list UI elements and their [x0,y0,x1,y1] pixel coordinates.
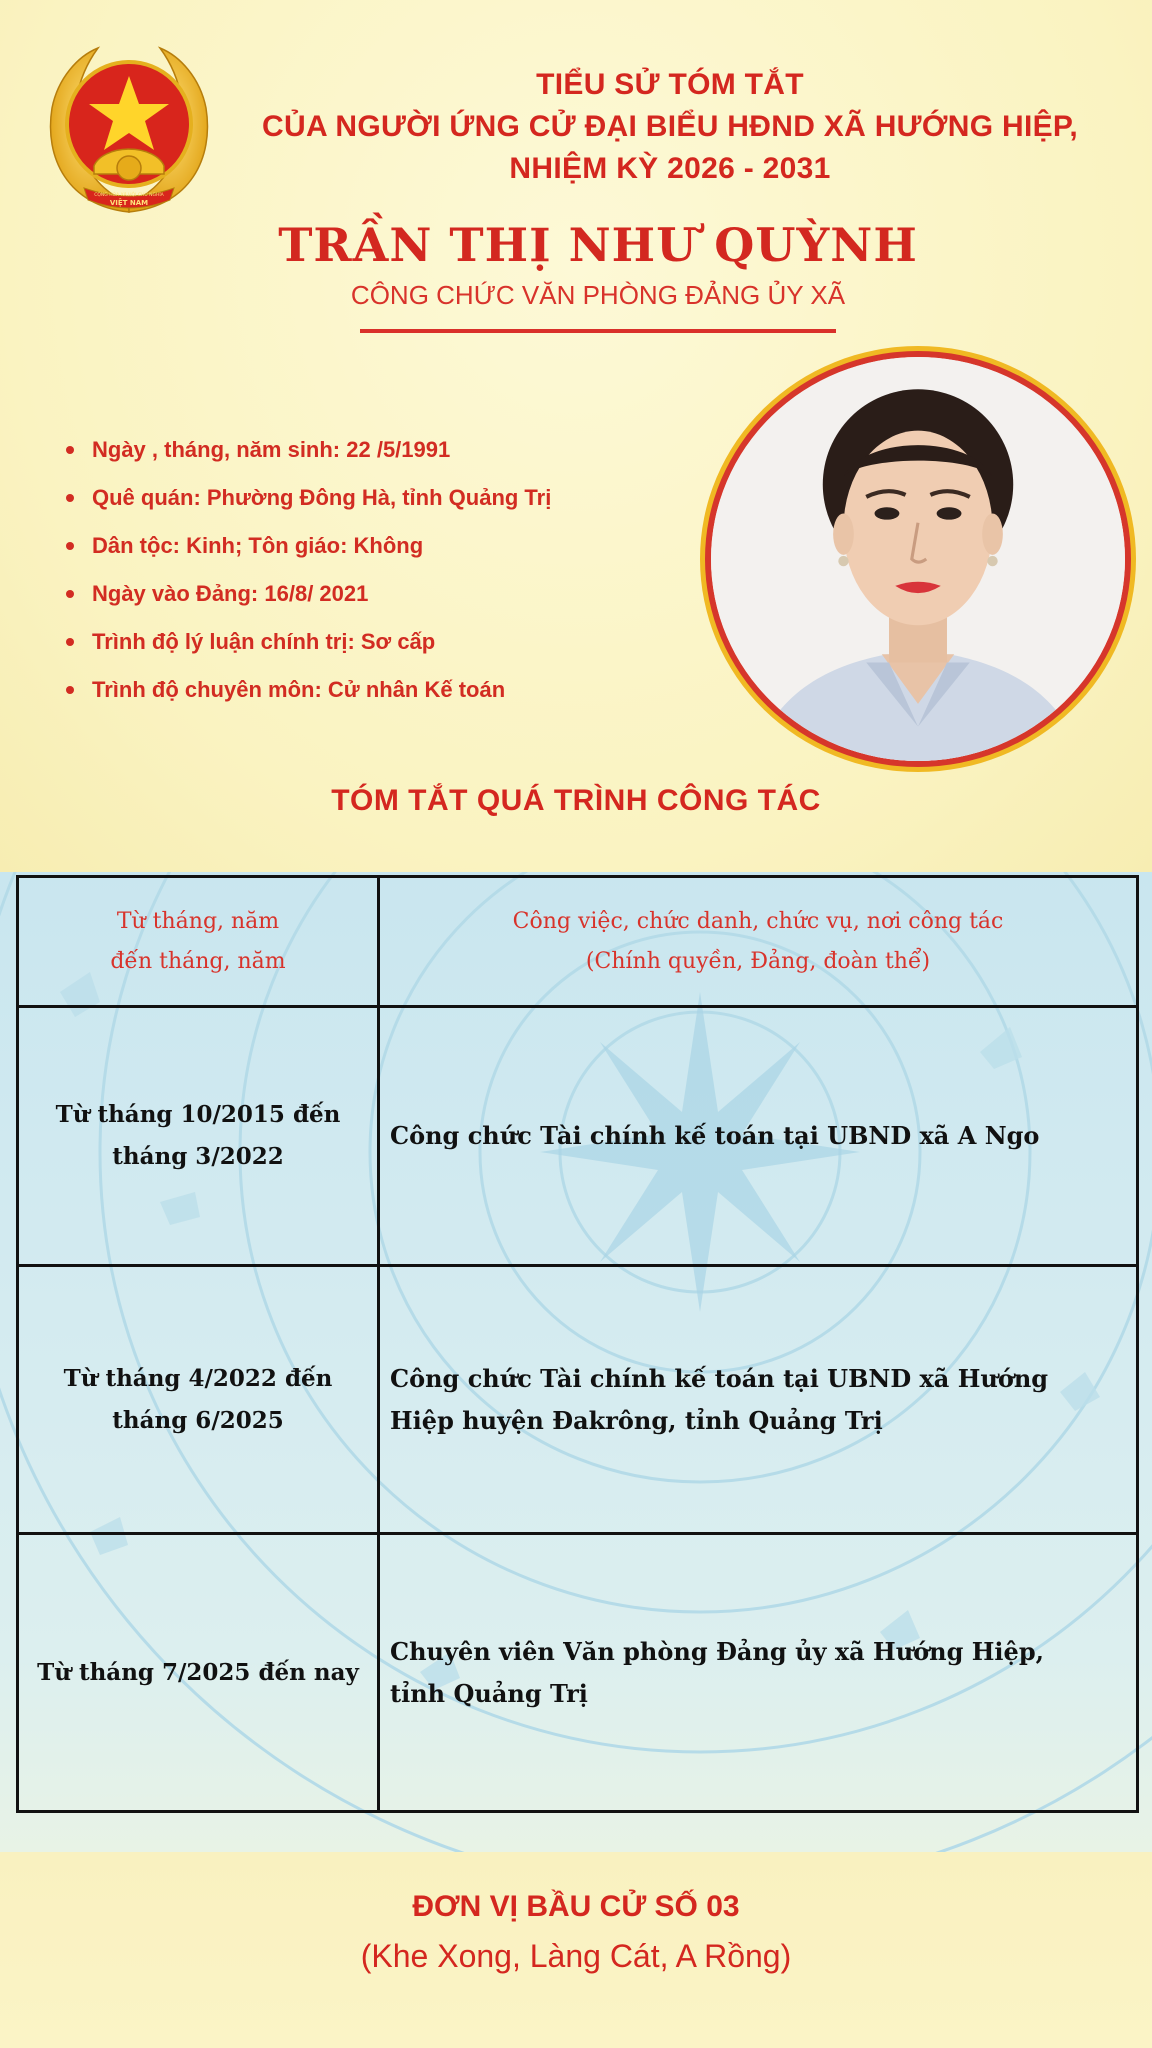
portrait-frame [700,346,1136,772]
header-title: TIỂU SỬ TÓM TẮT [536,68,804,101]
info-hometown: Quê quán: Phường Đông Hà, tỉnh Quảng Trị [60,478,680,526]
info-professional-level: Trình độ chuyên môn: Cử nhân Kế toán [60,670,680,718]
period-line1: Từ tháng 7/2025 đến nay [37,1658,359,1686]
header-subtitle: CỦA NGƯỜI ỨNG CỬ ĐẠI BIỂU HĐND XÃ HƯỚNG HIỆP, [262,110,1078,143]
period-cell [18,1007,379,1266]
header-job-line2: (Chính quyền, Đảng, đoàn thể) [585,948,931,974]
electoral-unit-areas: (Khe Xong, Làng Cát, A Rồng) [360,1938,792,1974]
info-party-join-date: Ngày vào Đảng: 16/8/ 2021 [60,574,680,622]
candidate-name: TRẦN THỊ NHƯ QUỲNH [278,218,918,272]
table-row [18,1007,1138,1266]
career-section-title: TÓM TẮT QUÁ TRÌNH CÔNG TÁC [331,784,821,817]
header-period [18,877,379,1007]
job-cell [379,1534,1138,1812]
national-emblem-icon [38,38,220,220]
job-line2: Hiệp huyện Đakrông, tỉnh Quảng Trị [390,1405,883,1435]
period-line2: tháng 6/2025 [112,1406,284,1434]
header-term: NHIỆM KỲ 2026 - 2031 [509,152,831,185]
table-row [18,1266,1138,1534]
period-line2: tháng 3/2022 [112,1143,284,1170]
candidate-portrait [711,357,1125,761]
personal-info-list [60,430,680,718]
job-line1: Công chức Tài chính kế toán tại UBND xã A Ngo [390,1121,1040,1150]
divider [360,329,836,333]
emblem-text-bottom: VIỆT NAM [109,199,149,207]
header-period-line2: đến tháng, năm [110,948,286,974]
header-job [379,877,1138,1007]
info-political-theory-level: Trình độ lý luận chính trị: Sơ cấp [60,622,680,670]
job-line1: Chuyên viên Văn phòng Đảng ủy xã Hướng Hiệp, [390,1636,1044,1666]
electoral-unit-title: ĐƠN VỊ BẦU CỬ SỐ 03 [412,1890,740,1923]
period-line1: Từ tháng 10/2015 đến [55,1101,341,1128]
period-line1: Từ tháng 4/2022 đến [63,1364,333,1392]
table-header-row [18,877,1138,1007]
job-line1: Công chức Tài chính kế toán tại UBND xã Hướng [390,1363,1049,1393]
period-cell [18,1266,379,1534]
career-table [16,875,1139,1813]
candidate-position: CÔNG CHỨC VĂN PHÒNG ĐẢNG ỦY XÃ [350,280,846,310]
header-job-line1: Công việc, chức danh, chức vụ, nơi công tác [512,908,1004,934]
header-period-line1: Từ tháng, năm [116,908,280,934]
period-cell [18,1534,379,1812]
info-birthdate: Ngày , tháng, năm sinh: 22 /5/1991 [60,430,680,478]
job-cell [379,1007,1138,1266]
table-row [18,1534,1138,1812]
job-line2: tỉnh Quảng Trị [390,1678,588,1708]
emblem-text-top: CỘNG HÒA XÃ HỘI CHỦ NGHĨA [94,193,164,198]
job-cell [379,1266,1138,1534]
info-ethnicity-religion: Dân tộc: Kinh; Tôn giáo: Không [60,526,680,574]
